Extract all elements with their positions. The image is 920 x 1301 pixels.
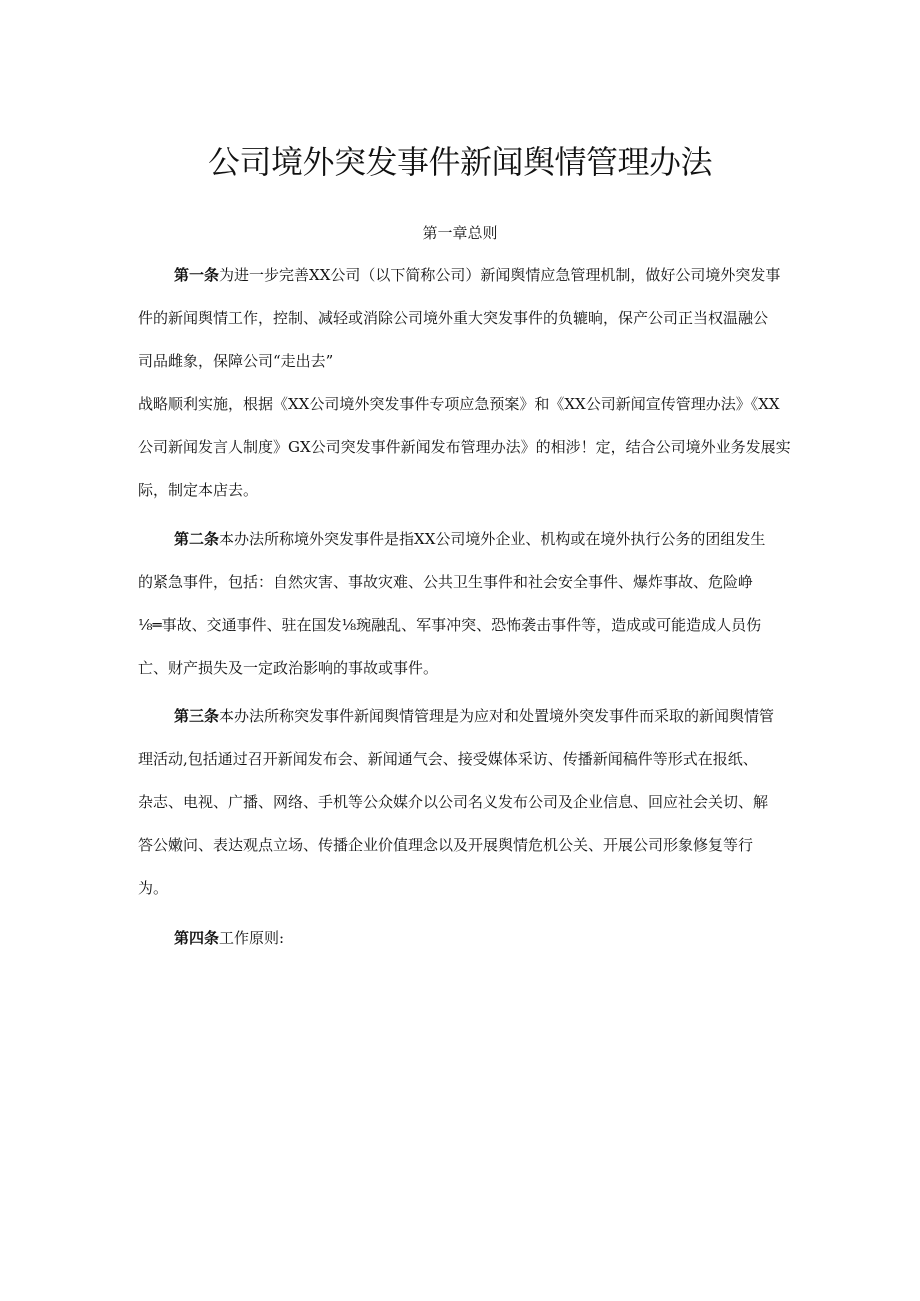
article-1-line-5: 公司新闻发言人制度》GX公司突发事件新闻发布管理办法》的相涉！定，结合公司境外业务发展实 xyxy=(138,438,791,456)
article-1-label: 第一条 xyxy=(174,266,220,284)
article-1-line-2: 件的新闻舆情工作，控制、减轻或消除公司境外重大突发事件的负辘晌，保产公司正当权温融公 xyxy=(138,309,769,327)
article-3-line-1 xyxy=(174,705,798,727)
article-2-text: 本办法所称境外突发事件是指XX公司境外企业、机构或在境外执行公务的团组发生 xyxy=(219,530,766,548)
article-1-text: 为进一步完善XX公司（以下简称公司）新闻舆情应急管理机制，做好公司境外突发事 xyxy=(219,266,781,284)
article-4-line-1 xyxy=(174,927,798,949)
article-1-line-4: 战略顺利实施，根据《XX公司境外突发事件专项应急预案》和《XX公司新闻宣传管理办法》《XX xyxy=(138,395,780,413)
article-1-line-1 xyxy=(174,264,798,286)
article-4-text: 工作原则: xyxy=(219,929,285,947)
article-3-line-2: 理活动,包括通过召开新闻发布会、新闻通气会、接受媒体采访、传播新闻稿件等形式在报纸、 xyxy=(138,750,758,768)
article-2-label: 第二条 xyxy=(174,530,220,548)
article-2-line-3: ⅛═事故、交通事件、驻在国发⅛琬融乱、军事冲突、恐怖袭击事件等，造成或可能造成人员伤 xyxy=(138,616,762,634)
article-3-line-5: 为。 xyxy=(138,879,169,897)
article-3-line-3: 杂志、电视、广播、网络、手机等公众媒介以公司名义发布公司及企业信息、回应社会关切、解 xyxy=(138,793,769,811)
document-title: 公司境外突发事件新闻舆情管理办法 xyxy=(207,143,712,181)
article-1-line-6: 际，制定本店去。 xyxy=(138,481,259,499)
article-2-line-4: 亡、财产损失及一定政治影响的事故或事件。 xyxy=(138,659,439,677)
article-1-line-3: 司品雌象，保障公司“走出去” xyxy=(138,352,334,370)
chapter-heading: 第一章总则 xyxy=(422,224,498,242)
article-3-line-4: 答公嫩问、表达观点立场、传播企业价值理念以及开展舆情危机公关、开展公司形象修复等行 xyxy=(138,836,754,854)
article-3-label: 第三条 xyxy=(174,707,220,725)
article-3-text: 本办法所称突发事件新闻舆情管理是为应对和处置境外突发事件而采取的新闻舆情管 xyxy=(219,707,775,725)
article-2-line-1 xyxy=(174,528,798,550)
article-4-label: 第四条 xyxy=(174,929,220,947)
article-2-line-2: 的紧急事件，包括：自然灾害、事故灾难、公共卫生事件和社会安全事件、爆炸事故、危险峥 xyxy=(138,573,754,591)
